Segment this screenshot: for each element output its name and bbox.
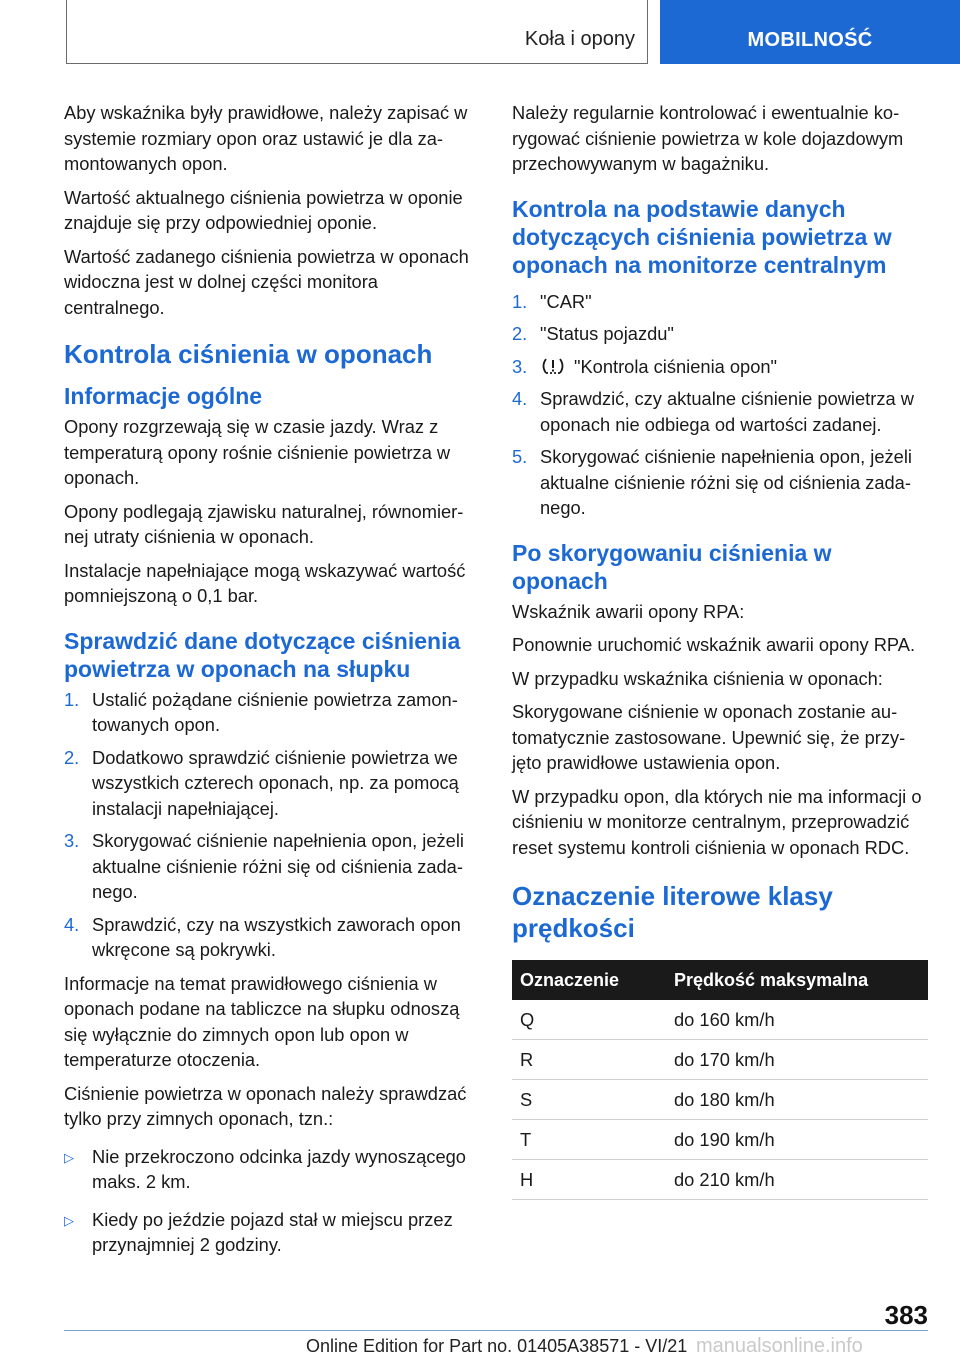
paragraph: Należy regularnie kontrolować i ewentualnie korygować ciśnienie powietrza w kole dojazdowym przechowywanym w bagażniku. xyxy=(512,102,904,174)
list-item xyxy=(64,1207,480,1258)
paragraph: W przypadku opon, dla których nie ma informacji o ciśnieniu w monitorze centralnym, przeprowadzić reset systemu kontroli ciśnienia w oponach RDC. xyxy=(512,785,922,858)
list-item xyxy=(512,354,928,380)
list-text: Nie przekroczono odcinka jazdy wynoszącego maks. 2 km. xyxy=(92,1145,466,1192)
list-item xyxy=(512,321,928,347)
triangle-bullet-icon: ▷ xyxy=(64,1212,74,1228)
paragraph: Opony rozgrzewają się w czasie jazdy. Wraz z temperaturą opony rośnie ciśnienie powietrza w oponach. xyxy=(64,416,451,488)
list-text: Kiedy po jeździe pojazd stał w miejscu przez przynajmniej 2 godziny. xyxy=(92,1208,453,1255)
list-number: 3. xyxy=(512,355,528,377)
table-cell: T xyxy=(512,1120,666,1160)
list-text: Skorygować ciśnienie napełnienia opon, jeżeli aktualne ciśnienie różni się od ciśnienia zadanego. xyxy=(540,446,912,518)
speed-class-table xyxy=(512,960,928,1200)
paragraph: Wskaźnik awarii opony RPA: xyxy=(512,600,745,622)
footer-divider xyxy=(64,1330,928,1331)
list-item xyxy=(64,687,480,738)
list-number: 2. xyxy=(512,323,528,344)
list-text-with-icon xyxy=(540,354,928,380)
paragraph: Informacje na temat prawidłowego ciśnienia w oponach podane na tabliczce na słupku odnoszą się wyłącznie do zimnych opon lub opon w temperaturze otoczenia. xyxy=(64,972,460,1070)
subsection-heading: Informacje ogólne xyxy=(64,383,263,409)
numbered-list xyxy=(64,687,480,963)
header-section-title: Koła i opony xyxy=(524,28,635,50)
table-cell: do 170 km/h xyxy=(666,1040,928,1080)
paragraph: Aby wskaźnika były prawidłowe, należy zapisać w systemie rozmiary opon oraz ustawić je dla zamontowanych opon. xyxy=(64,102,468,174)
header-chapter-tab[interactable]: MOBILNOŚĆ xyxy=(660,0,960,64)
table-cell: do 160 km/h xyxy=(666,1000,928,1040)
paragraph: W przypadku wskaźnika ciśnienia w oponach: xyxy=(512,667,883,689)
triangle-bullet-icon: ▷ xyxy=(64,1149,74,1165)
paragraph: Ponownie uruchomić wskaźnik awarii opony RPA. xyxy=(512,634,916,655)
tire-pressure-warning-icon xyxy=(540,356,566,376)
list-item xyxy=(512,386,928,437)
list-item xyxy=(64,1144,480,1195)
paragraph: Wartość zadanego ciśnienia powietrza w oponach widoczna jest w dolnej części monitora centralnego. xyxy=(64,245,469,318)
table-row xyxy=(512,1160,928,1200)
list-item xyxy=(64,912,480,963)
table-row xyxy=(512,1120,928,1160)
table-row xyxy=(512,1040,928,1080)
paragraph: Opony podlegają zjawisku naturalnej, równomiernej utraty ciśnienia w oponach. xyxy=(64,500,464,547)
footer-edition-text: Online Edition for Part no. 01405A38571 - VI/21 xyxy=(306,1336,688,1356)
table-cell: do 190 km/h xyxy=(666,1120,928,1160)
table-header-cell: Oznaczenie xyxy=(512,960,666,1000)
list-number: 3. xyxy=(64,830,80,851)
paragraph: Instalacje napełniające mogą wskazywać wartość pomniejszoną o 0,1 bar. xyxy=(64,559,466,606)
list-number: 5. xyxy=(512,446,528,467)
table-cell: S xyxy=(512,1080,666,1120)
subsection-heading: Po skorygowaniu ciśnienia w oponach xyxy=(512,539,832,594)
subsection-heading: Sprawdzić dane dotyczące ciśnienia powietrza w oponach na słupku xyxy=(64,627,461,682)
list-text: Sprawdzić, czy na wszystkich zaworach opon wkręcone są pokrywki. xyxy=(92,913,461,960)
list-text: Sprawdzić, czy aktualne ciśnienie powietrza w oponach nie odbiega od wartości zadanej. xyxy=(540,388,914,435)
bullet-list xyxy=(64,1144,480,1258)
page-number: 383 xyxy=(884,1300,928,1330)
list-number: 4. xyxy=(64,913,80,935)
list-text: "CAR" xyxy=(540,290,592,312)
right-column xyxy=(512,100,928,1200)
list-item xyxy=(512,289,928,315)
section-heading: Oznaczenie literowe klasy prędkości xyxy=(512,881,833,943)
paragraph: Ciśnienie powietrza w oponach należy sprawdzać tylko przy zimnych oponach, tzn.: xyxy=(64,1082,467,1129)
list-text: Ustalić pożądane ciśnienie powietrza zamontowanych opon. xyxy=(92,688,458,735)
paragraph: Wartość aktualnego ciśnienia powietrza w oponie znajduje się przy odpowiedniej oponie. xyxy=(64,186,463,233)
page-header xyxy=(0,0,960,66)
table-cell: H xyxy=(512,1160,666,1200)
table-cell: R xyxy=(512,1040,666,1080)
left-column xyxy=(64,100,480,1266)
table-row xyxy=(512,1000,928,1040)
table-header-row xyxy=(512,960,928,1000)
table-cell: do 180 km/h xyxy=(666,1080,928,1120)
list-number: 2. xyxy=(64,746,80,768)
list-text: Skorygować ciśnienie napełnienia opon, jeżeli aktualne ciśnienie różni się od ciśnienia zadanego. xyxy=(92,830,464,902)
list-text: Dodatkowo sprawdzić ciśnienie powietrza we wszystkich czterech oponach, np. za pomocą instalacji napełniającej. xyxy=(92,746,459,819)
list-item xyxy=(512,444,928,521)
table-cell: do 210 km/h xyxy=(666,1160,928,1200)
list-number: 4. xyxy=(512,388,528,409)
watermark-text: manualsonline.info xyxy=(696,1335,863,1357)
subsection-heading: Kontrola na podstawie danych dotyczących ciśnienia powietrza w oponach na monitorze centralnym xyxy=(512,195,892,278)
list-text: "Status pojazdu" xyxy=(540,323,674,344)
table-header-cell: Prędkość maksymalna xyxy=(666,960,928,1000)
table-cell: Q xyxy=(512,1000,666,1040)
list-text: "Kontrola ciśnienia opon" xyxy=(574,355,778,377)
section-heading: Kontrola ciśnienia w oponach xyxy=(64,339,433,369)
list-item xyxy=(64,828,480,905)
list-number: 1. xyxy=(512,290,528,312)
numbered-list xyxy=(512,289,928,521)
list-item xyxy=(64,745,480,822)
paragraph: Skorygowane ciśnienie w oponach zostanie automatycznie zastosowane. Upewnić się, że przyjęto prawidłowe ustawienia opon. xyxy=(512,701,906,773)
list-number: 1. xyxy=(64,688,80,710)
table-row xyxy=(512,1080,928,1120)
